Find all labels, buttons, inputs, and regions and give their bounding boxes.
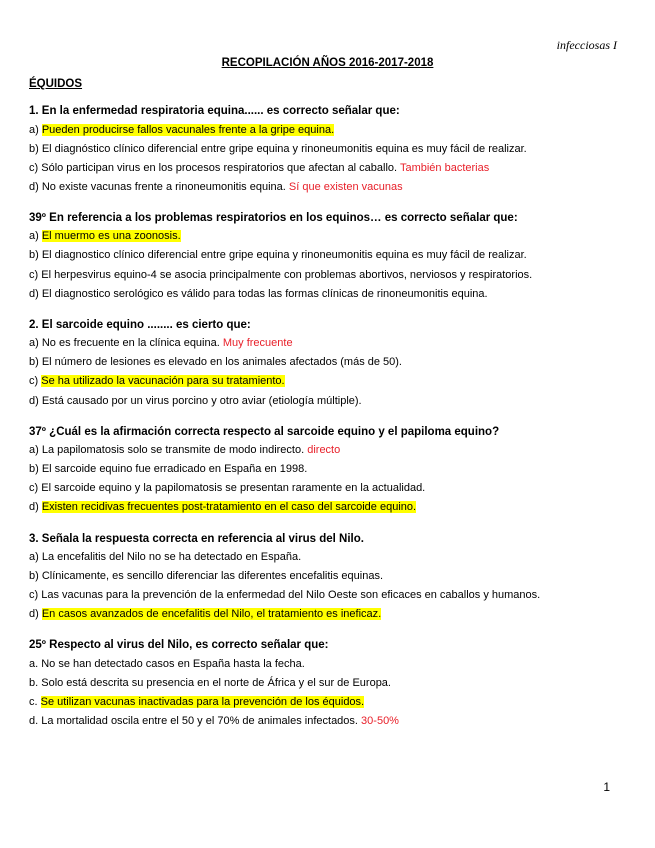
question-block bbox=[29, 209, 629, 304]
option-letter: d) bbox=[29, 608, 42, 621]
question-title: 37º ¿Cuál es la afirmación correcta respecto al sarcoide equino y el papiloma equino? bbox=[29, 425, 500, 438]
answer-option bbox=[29, 655, 629, 674]
question-block bbox=[29, 102, 629, 197]
option-text: La encefalitis del Nilo no se ha detectado en España. bbox=[41, 551, 302, 563]
answer-option bbox=[29, 567, 629, 586]
answer-option bbox=[29, 178, 629, 197]
correction-note: 30-50% bbox=[361, 715, 399, 728]
question-block bbox=[29, 636, 629, 731]
correction-note: Sí que existen vacunas bbox=[288, 180, 403, 193]
option-letter: d) bbox=[29, 501, 42, 514]
option-letter: c) bbox=[29, 161, 42, 174]
question-title: 3. Señala la respuesta correcta en referencia al virus del Nilo. bbox=[29, 532, 364, 545]
option-text: No existe vacunas frente a rinoneumonitis equina. bbox=[41, 180, 286, 193]
answer-option bbox=[29, 159, 629, 178]
option-text: La mortalidad oscila entre el 50 y el 70% de animales infectados. bbox=[41, 715, 358, 728]
option-letter: b) bbox=[29, 570, 42, 583]
option-letter: a. bbox=[29, 657, 42, 670]
option-letter: c) bbox=[29, 268, 42, 281]
option-letter: c) bbox=[29, 482, 42, 495]
question-title: 2. El sarcoide equino ........ es cierto que: bbox=[29, 318, 251, 331]
answer-option bbox=[29, 674, 629, 693]
question-title: 39º En referencia a los problemas respiratorios en los equinos… es correcto señalar que: bbox=[29, 211, 518, 224]
answer-option bbox=[29, 441, 629, 460]
correct-answer-text: Se utilizan vacunas inactivadas para la prevención de los équidos. bbox=[40, 696, 365, 709]
option-text: El sarcoide equino fue erradicado en España en 1998. bbox=[41, 463, 308, 476]
answer-option bbox=[29, 479, 629, 498]
option-text: El diagnóstico clínico diferencial entre gripe equina y rinoneumonitis equina es muy fácil de realizar. bbox=[41, 142, 527, 155]
option-letter: a) bbox=[29, 123, 42, 136]
answer-option bbox=[29, 586, 629, 605]
page-number: 1 bbox=[603, 780, 610, 794]
option-letter: d. bbox=[29, 715, 42, 728]
correct-answer-text: Existen recidivas frecuentes post-tratamiento en el caso del sarcoide equino. bbox=[41, 501, 417, 514]
answer-option bbox=[29, 227, 629, 246]
answer-option bbox=[29, 246, 629, 265]
correction-note: Muy frecuente bbox=[222, 337, 293, 350]
option-letter: d) bbox=[29, 180, 42, 193]
option-letter: a) bbox=[29, 230, 42, 243]
option-text: El número de lesiones es elevado en los animales afectados (más de 50). bbox=[41, 356, 402, 369]
option-text: La papilomatosis solo se transmite de modo indirecto. bbox=[41, 444, 305, 457]
option-letter: c) bbox=[29, 589, 42, 602]
option-letter: b) bbox=[29, 142, 42, 155]
answer-option bbox=[29, 548, 629, 567]
option-letter: b) bbox=[29, 463, 42, 476]
option-letter: a) bbox=[29, 444, 42, 457]
answer-option bbox=[29, 693, 629, 712]
option-text: Las vacunas para la prevención de la enfermedad del Nilo Oeste son eficaces en caballos y humanos. bbox=[41, 589, 541, 602]
answer-option bbox=[29, 121, 629, 140]
option-text: El herpesvirus equino-4 se asocia principalmente con problemas abortivos, nerviosos y respiratorios. bbox=[41, 268, 533, 281]
option-letter: a) bbox=[29, 551, 42, 563]
correction-note: directo bbox=[307, 444, 341, 457]
answer-option bbox=[29, 460, 629, 479]
option-text: El diagnostico clínico diferencial entre gripe equina y rinoneumonitis equina es muy fácil de realizar. bbox=[41, 249, 527, 262]
answer-option bbox=[29, 266, 629, 285]
option-letter: b) bbox=[29, 249, 42, 262]
question-block bbox=[29, 530, 629, 625]
answer-option bbox=[29, 353, 629, 372]
answer-option bbox=[29, 498, 629, 517]
option-letter: c) bbox=[29, 375, 42, 388]
option-text: El sarcoide equino y la papilomatosis se presentan raramente en la actualidad. bbox=[41, 482, 426, 495]
option-text: El diagnostico serológico es válido para todas las formas clínicas de rinoneumonitis equina. bbox=[41, 287, 488, 300]
option-text: Está causado por un virus porcino y otro aviar (etiología múltiple). bbox=[41, 394, 362, 407]
question-block bbox=[29, 316, 629, 411]
correct-answer-text: Pueden producirse fallos vacunales frente a la gripe equina. bbox=[41, 123, 335, 136]
question-title: 1. En la enfermedad respiratoria equina...... es correcto señalar que: bbox=[29, 105, 400, 117]
option-text: Solo está descrita su presencia en el norte de África y el sur de Europa. bbox=[41, 676, 391, 689]
answer-option bbox=[29, 285, 629, 304]
answer-option bbox=[29, 372, 629, 391]
question-block bbox=[29, 423, 629, 518]
answer-option bbox=[29, 392, 629, 411]
correction-note: También bacterias bbox=[399, 161, 490, 174]
option-letter: a) bbox=[29, 337, 42, 350]
option-letter: c. bbox=[29, 696, 41, 709]
option-letter: b) bbox=[29, 356, 42, 369]
correct-answer-text: Se ha utilizado la vacunación para su tratamiento. bbox=[41, 375, 285, 388]
correct-answer-text: El muermo es una zoonosis. bbox=[41, 230, 181, 243]
option-letter: d) bbox=[29, 287, 42, 300]
answer-option bbox=[29, 712, 629, 731]
option-letter: b. bbox=[29, 676, 42, 689]
option-text: Sólo participan virus en los procesos respiratorios que afectan al caballo. bbox=[41, 161, 398, 174]
answer-option bbox=[29, 140, 629, 159]
document-title: RECOPILACIÓN AÑOS 2016-2017-2018 bbox=[221, 57, 434, 69]
correct-answer-text: En casos avanzados de encefalitis del Nilo, el tratamiento es ineficaz. bbox=[41, 608, 382, 621]
question-list bbox=[29, 102, 629, 743]
header-note: infecciosas I bbox=[556, 38, 617, 52]
option-letter: d) bbox=[29, 394, 42, 407]
option-text: No es frecuente en la clínica equina. bbox=[41, 337, 220, 350]
question-title: 25º Respecto al virus del Nilo, es correcto señalar que: bbox=[29, 639, 329, 652]
option-text: Clínicamente, es sencillo diferenciar las diferentes encefalitis equinas. bbox=[41, 570, 384, 583]
answer-option bbox=[29, 605, 629, 624]
answer-option bbox=[29, 334, 629, 353]
option-text: No se han detectado casos en España hasta la fecha. bbox=[41, 657, 305, 670]
section-title: ÉQUIDOS bbox=[29, 78, 83, 90]
